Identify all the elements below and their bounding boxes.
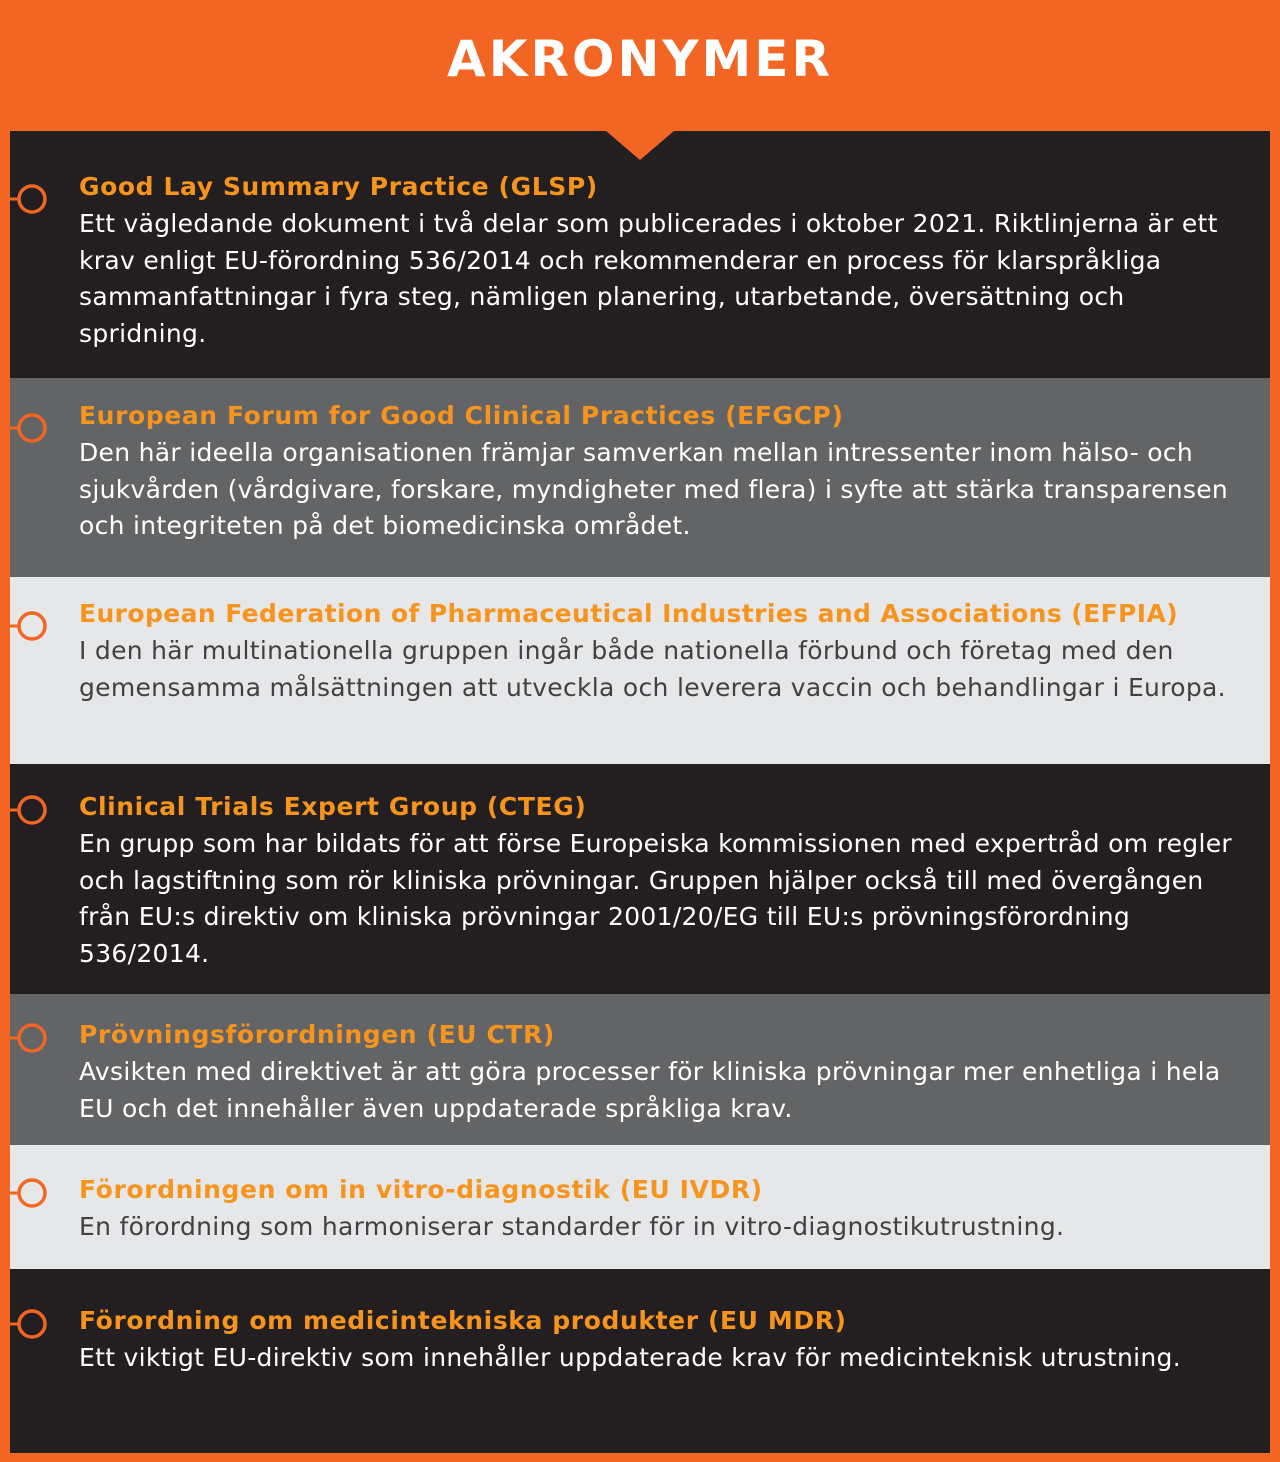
entry-eu-ivdr: [10, 1145, 1270, 1269]
entry-glsp: [10, 131, 1270, 378]
circle-bullet-icon: [6, 794, 48, 826]
entry-efgcp: [10, 378, 1270, 577]
entry-eu-ctr: [10, 994, 1270, 1145]
entry-text: I den här multinationella gruppen ingår både nationella förbund och företag med den gemensamma målsättningen att utveckla och leverera vaccin och behandlingar i Europa.: [79, 636, 1226, 702]
acronym-list: [10, 131, 1270, 1453]
entry-heading: Förordning om medicintekniska produkter (EU MDR): [79, 1306, 847, 1335]
entry-efpia: [10, 577, 1270, 764]
header-pointer: [606, 131, 674, 160]
entry-text: Den här ideella organisationen främjar samverkan mellan intressenter inom hälso- och sjukvården (vårdgivare, forskare, myndigheter med flera) i syfte att stärka transparensen och integriteten på det biomedicinska området.: [79, 438, 1229, 541]
entry-heading: European Federation of Pharmaceutical Industries and Associations (EFPIA): [79, 599, 1179, 628]
entry-text: En grupp som har bildats för att förse Europeiska kommissionen med expertråd om regler och lagstiftning som rör kliniska prövningar. Gruppen hjälper också till med övergången från EU:s direktiv om kliniska prövningar 2001/20/EG till EU:s prövningsförordning 536/2014.: [79, 829, 1232, 968]
entry-eu-mdr: [10, 1269, 1270, 1453]
entry-text: Ett viktigt EU-direktiv som innehåller uppdaterade krav för medicinteknisk utrustning.: [79, 1343, 1181, 1372]
circle-bullet-icon: [6, 1022, 48, 1054]
entry-cteg: [10, 764, 1270, 994]
entry-text: Ett vägledande dokument i två delar som publicerades i oktober 2021. Riktlinjerna är ett krav enligt EU-förordning 536/2014 och rekommenderar en process för klarspråkliga sammanfattningar i fyra steg, nämligen planering, utarbetande, översättning och spridning.: [79, 209, 1218, 348]
circle-bullet-icon: [6, 610, 48, 642]
entry-heading: Förordningen om in vitro-diagnostik (EU IVDR): [79, 1175, 763, 1204]
entry-heading: Good Lay Summary Practice (GLSP): [79, 172, 598, 201]
circle-bullet-icon: [6, 1177, 48, 1209]
header: [0, 0, 1280, 132]
circle-bullet-icon: [6, 1308, 48, 1340]
entry-text: En förordning som harmoniserar standarder för in vitro-diagnostikutrustning.: [79, 1212, 1065, 1241]
entry-text: Avsikten med direktivet är att göra processer för kliniska prövningar mer enhetliga i hela EU och det innehåller även uppdaterade språkliga krav.: [79, 1057, 1221, 1123]
entry-heading: Clinical Trials Expert Group (CTEG): [79, 792, 587, 821]
entry-heading: Prövningsförordningen (EU CTR): [79, 1020, 555, 1049]
circle-bullet-icon: [6, 183, 48, 215]
circle-bullet-icon: [6, 412, 48, 444]
entry-heading: European Forum for Good Clinical Practices (EFGCP): [79, 401, 844, 430]
page-title: AKRONYMER: [447, 30, 833, 88]
